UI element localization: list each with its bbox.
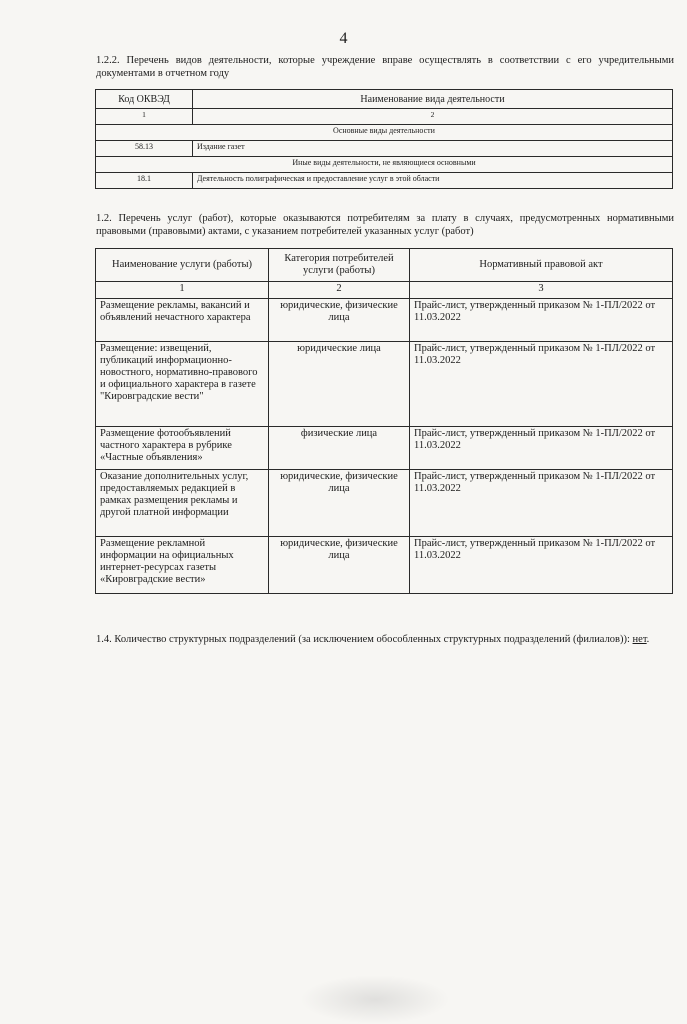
legal-act: Прайс-лист, утвержденный приказом № 1-ПЛ/2022 от 11.03.2022 <box>410 537 673 594</box>
service-name: Размещение фотообъявлений частного характера в рубрике «Частные объявления» <box>96 427 269 470</box>
legal-act: Прайс-лист, утвержденный приказом № 1-ПЛ/2022 от 11.03.2022 <box>410 470 673 537</box>
section-other-activities: Иные виды деятельности, не являющиеся основными <box>96 157 673 173</box>
legal-act: Прайс-лист, утвержденный приказом № 1-ПЛ/2022 от 11.03.2022 <box>410 427 673 470</box>
header-okved-code: Код ОКВЭД <box>96 90 193 109</box>
col-number: 2 <box>193 109 673 125</box>
consumer-category: юридические лица <box>269 342 410 427</box>
section-1-4-tail: . <box>646 634 650 645</box>
header-legal-act: Нормативный правовой акт <box>410 249 673 282</box>
section-1-2-text: 1.2. Перечень услуг (работ), которые оказываются потребителям за плату в случаях, предусмотренных нормативными правовыми (правовыми) актами, с указанием потребителей указанных услуг (работ) <box>96 213 674 237</box>
okved-code: 58.13 <box>96 141 193 157</box>
table-row <box>96 470 673 537</box>
col-number: 1 <box>96 109 193 125</box>
header-activity-name: Наименование вида деятельности <box>193 90 673 109</box>
section-1-2-heading <box>96 212 674 238</box>
col-number: 3 <box>410 282 673 299</box>
paid-services-table <box>95 248 673 594</box>
column-number-row <box>96 109 673 125</box>
table-header-row <box>96 249 673 282</box>
service-name: Оказание дополнительных услуг, предоставляемых редакцией в рамках размещения рекламы и другой платной информации <box>96 470 269 537</box>
subdivisions-count-value: нет <box>632 634 647 645</box>
activity-name: Деятельность полиграфическая и предоставление услуг в этой области <box>193 173 673 189</box>
table-header-row <box>96 90 673 109</box>
service-name: Размещение рекламы, вакансий и объявлений нечастного характера <box>96 299 269 342</box>
legal-act: Прайс-лист, утвержденный приказом № 1-ПЛ/2022 от 11.03.2022 <box>410 342 673 427</box>
consumer-category: юридические, физические лица <box>269 537 410 594</box>
col-number: 1 <box>96 282 269 299</box>
section-1-2-2-text: 1.2.2. Перечень видов деятельности, которые учреждение вправе осуществлять в соответствии с его учредительными документами в отчетном году <box>96 55 674 79</box>
col-number: 2 <box>269 282 410 299</box>
service-name: Размещение рекламной информации на официальных интернет-ресурсах газеты «Кировградские вести» <box>96 537 269 594</box>
page-number: 4 <box>339 30 348 47</box>
consumer-category: физические лица <box>269 427 410 470</box>
okved-code: 18.1 <box>96 173 193 189</box>
table-row <box>96 141 673 157</box>
consumer-category: юридические, физические лица <box>269 470 410 537</box>
table-row <box>96 537 673 594</box>
section-1-4-text: 1.4. Количество структурных подразделений (за исключением обособленных структурных подразделений (филиалов)): <box>96 634 633 645</box>
table-row <box>96 342 673 427</box>
activity-name: Издание газет <box>193 141 673 157</box>
activities-table <box>95 89 673 189</box>
service-name: Размещение: извещений, публикаций информационно-новостного, нормативно-правового и официального характера в газете "Кировградские вести" <box>96 342 269 427</box>
column-number-row <box>96 282 673 299</box>
header-service-name: Наименование услуги (работы) <box>96 249 269 282</box>
section-row <box>96 125 673 141</box>
section-row <box>96 157 673 173</box>
legal-act: Прайс-лист, утвержденный приказом № 1-ПЛ/2022 от 11.03.2022 <box>410 299 673 342</box>
scan-smudge <box>300 975 450 1024</box>
table-row <box>96 427 673 470</box>
table-row <box>96 173 673 189</box>
table-row <box>96 299 673 342</box>
section-main-activities: Основные виды деятельности <box>96 125 673 141</box>
section-1-2-2-heading <box>96 54 674 80</box>
header-consumer-category: Категория потребителей услуги (работы) <box>269 249 410 282</box>
consumer-category: юридические, физические лица <box>269 299 410 342</box>
section-1-4-heading <box>96 633 674 646</box>
